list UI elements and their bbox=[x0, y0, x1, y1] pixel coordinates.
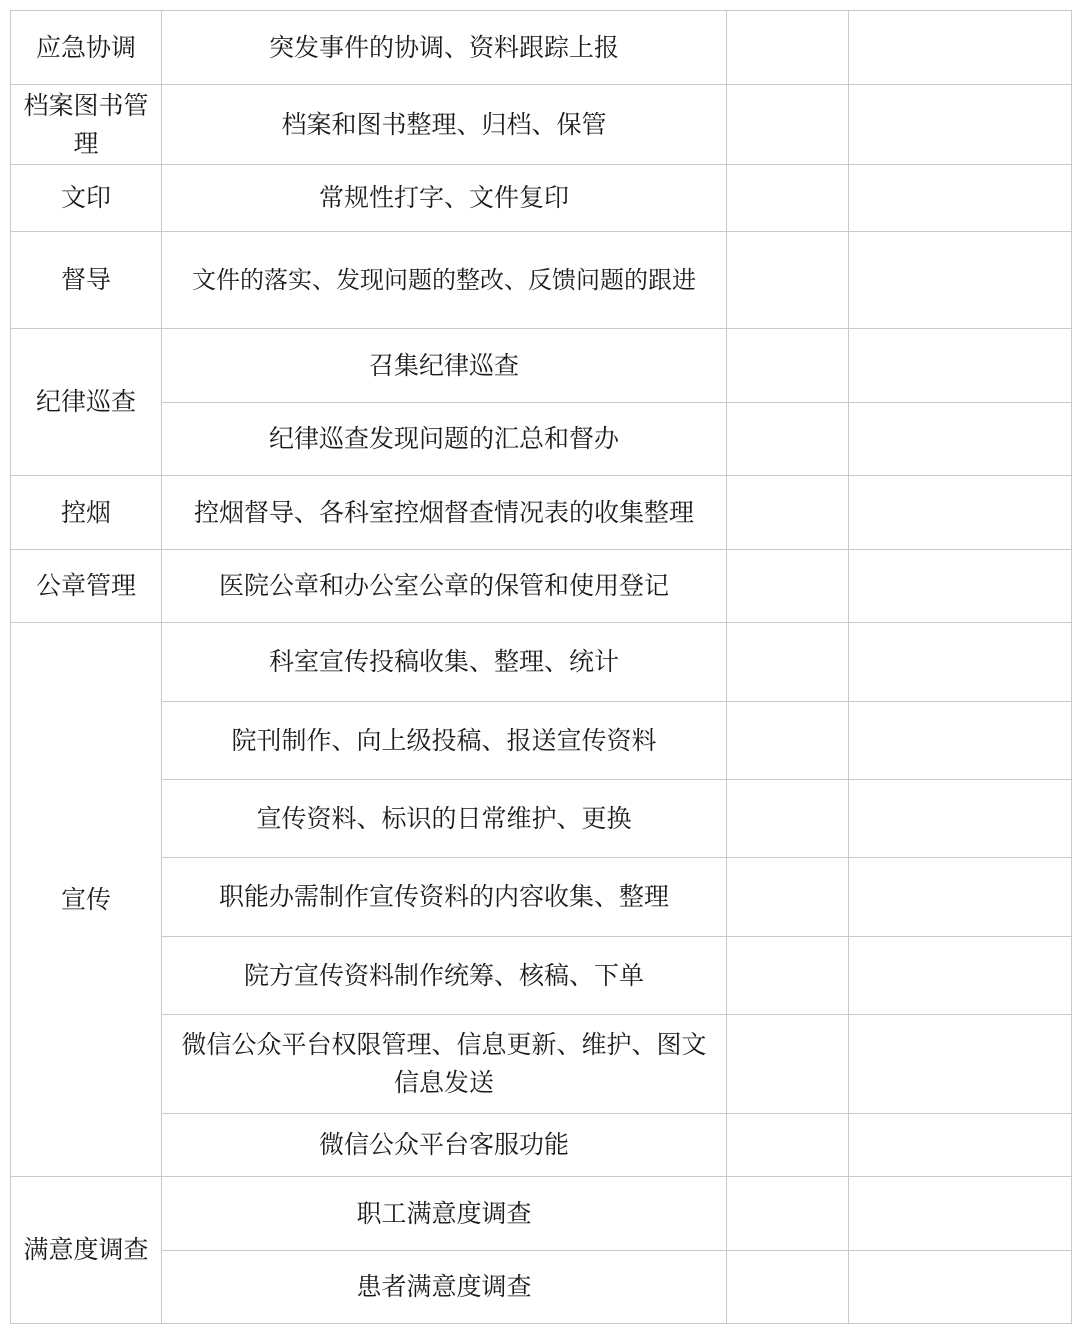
empty-cell bbox=[727, 403, 849, 476]
empty-cell bbox=[727, 85, 849, 165]
task-cell: 文件的落实、发现问题的整改、反馈问题的跟进 bbox=[162, 232, 727, 329]
empty-cell bbox=[727, 165, 849, 232]
empty-cell bbox=[727, 937, 849, 1015]
empty-cell bbox=[849, 937, 1072, 1015]
task-cell: 职能办需制作宣传资料的内容收集、整理 bbox=[162, 858, 727, 937]
task-cell: 档案和图书整理、归档、保管 bbox=[162, 85, 727, 165]
empty-cell bbox=[727, 11, 849, 85]
category-cell: 文印 bbox=[11, 165, 162, 232]
empty-cell bbox=[849, 329, 1072, 403]
table-row bbox=[11, 85, 1072, 165]
empty-cell bbox=[849, 476, 1072, 550]
task-cell: 医院公章和办公室公章的保管和使用登记 bbox=[162, 550, 727, 623]
category-cell: 纪律巡查 bbox=[11, 329, 162, 476]
empty-cell bbox=[849, 1015, 1072, 1114]
category-cell: 宣传 bbox=[11, 623, 162, 1177]
table-row bbox=[11, 329, 1072, 403]
empty-cell bbox=[727, 1114, 849, 1177]
category-cell: 控烟 bbox=[11, 476, 162, 550]
task-cell: 院刊制作、向上级投稿、报送宣传资料 bbox=[162, 702, 727, 780]
empty-cell bbox=[849, 623, 1072, 702]
empty-cell bbox=[849, 85, 1072, 165]
table-row bbox=[11, 702, 1072, 780]
empty-cell bbox=[849, 232, 1072, 329]
empty-cell bbox=[727, 1177, 849, 1251]
category-cell: 公章管理 bbox=[11, 550, 162, 623]
empty-cell bbox=[727, 1251, 849, 1324]
empty-cell bbox=[727, 1015, 849, 1114]
task-cell: 职工满意度调查 bbox=[162, 1177, 727, 1251]
table-row bbox=[11, 232, 1072, 329]
task-cell: 患者满意度调查 bbox=[162, 1251, 727, 1324]
empty-cell bbox=[849, 165, 1072, 232]
empty-cell bbox=[849, 1177, 1072, 1251]
empty-cell bbox=[849, 1114, 1072, 1177]
table-row bbox=[11, 937, 1072, 1015]
table-row bbox=[11, 11, 1072, 85]
empty-cell bbox=[849, 858, 1072, 937]
empty-cell bbox=[727, 550, 849, 623]
table-row bbox=[11, 1251, 1072, 1324]
empty-cell bbox=[727, 329, 849, 403]
task-cell: 院方宣传资料制作统筹、核稿、下单 bbox=[162, 937, 727, 1015]
empty-cell bbox=[849, 1251, 1072, 1324]
task-cell: 微信公众平台客服功能 bbox=[162, 1114, 727, 1177]
category-cell: 应急协调 bbox=[11, 11, 162, 85]
duty-table bbox=[10, 10, 1072, 1324]
empty-cell bbox=[727, 702, 849, 780]
empty-cell bbox=[727, 476, 849, 550]
empty-cell bbox=[727, 232, 849, 329]
empty-cell bbox=[727, 623, 849, 702]
task-cell: 微信公众平台权限管理、信息更新、维护、图文信息发送 bbox=[162, 1015, 727, 1114]
table-row bbox=[11, 858, 1072, 937]
task-cell: 突发事件的协调、资料跟踪上报 bbox=[162, 11, 727, 85]
empty-cell bbox=[727, 858, 849, 937]
task-cell: 宣传资料、标识的日常维护、更换 bbox=[162, 780, 727, 858]
table-row bbox=[11, 476, 1072, 550]
table-row bbox=[11, 550, 1072, 623]
category-cell: 督导 bbox=[11, 232, 162, 329]
table-row bbox=[11, 403, 1072, 476]
empty-cell bbox=[727, 780, 849, 858]
category-cell: 满意度调查 bbox=[11, 1177, 162, 1324]
category-cell: 档案图书管理 bbox=[11, 85, 162, 165]
table-row bbox=[11, 165, 1072, 232]
empty-cell bbox=[849, 780, 1072, 858]
task-cell: 纪律巡查发现问题的汇总和督办 bbox=[162, 403, 727, 476]
empty-cell bbox=[849, 11, 1072, 85]
empty-cell bbox=[849, 550, 1072, 623]
empty-cell bbox=[849, 702, 1072, 780]
task-cell: 常规性打字、文件复印 bbox=[162, 165, 727, 232]
task-cell: 召集纪律巡查 bbox=[162, 329, 727, 403]
table-row bbox=[11, 1114, 1072, 1177]
task-cell: 科室宣传投稿收集、整理、统计 bbox=[162, 623, 727, 702]
table-row bbox=[11, 1177, 1072, 1251]
table-row bbox=[11, 780, 1072, 858]
table-row bbox=[11, 1015, 1072, 1114]
empty-cell bbox=[849, 403, 1072, 476]
task-cell: 控烟督导、各科室控烟督查情况表的收集整理 bbox=[162, 476, 727, 550]
table-row bbox=[11, 623, 1072, 702]
